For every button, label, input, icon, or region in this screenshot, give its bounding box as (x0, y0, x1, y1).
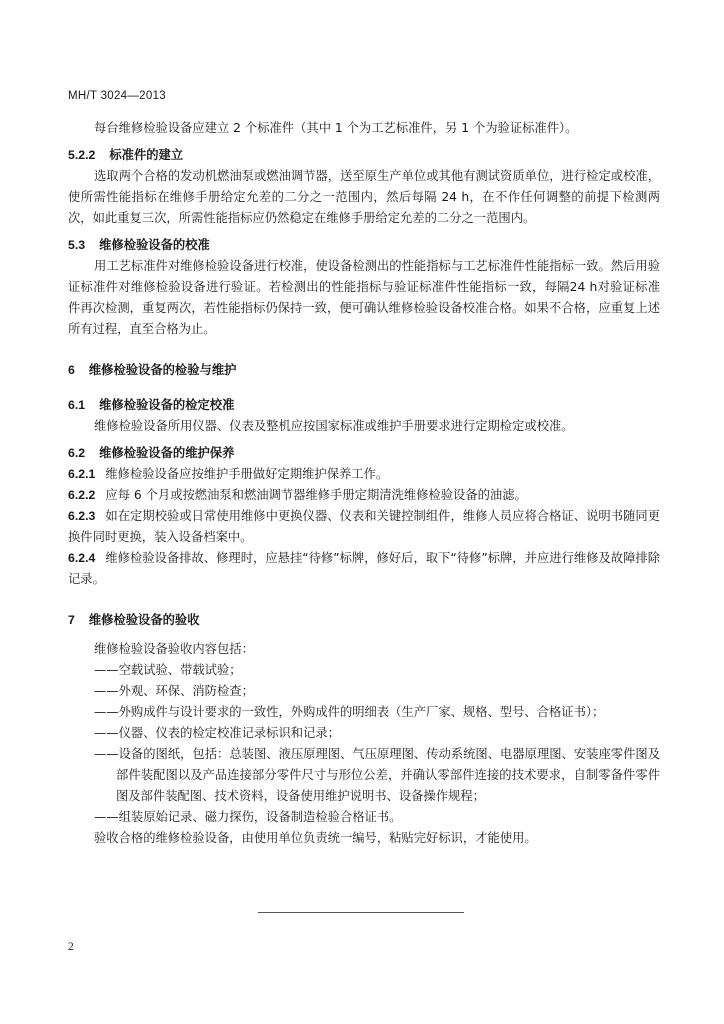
section-number: 6.2 (68, 446, 86, 460)
clause-text: 如在定期校验或日常使用维修中更换仪器、仪表和关键控制组件，维修人员应将合格证、说明书随同更换件同时更换，装入设备档案中。 (68, 509, 660, 544)
clause-6-2-4 (68, 548, 660, 590)
standard-code: MH/T 3024—2013 (68, 90, 166, 102)
clause-text: 维修检验设备排故、修理时，应悬挂“待修”标牌，修好后，取下“待修”标牌，并应进行维修及故障排除记录。 (68, 551, 660, 586)
clause-6-2-2 (68, 485, 660, 506)
section-number: 5.3 (68, 238, 86, 252)
section-title: 维修检验设备的检验与维护 (88, 363, 237, 377)
section-number: 5.2.2 (68, 148, 96, 162)
heading-5-2-2 (68, 145, 660, 166)
end-rule (258, 912, 464, 913)
section-title: 维修检验设备的维护保养 (99, 446, 235, 460)
section-number: 7 (68, 613, 75, 627)
section-title: 标准件的建立 (109, 148, 184, 162)
section-title: 维修检验设备的验收 (88, 613, 200, 627)
acceptance-closing: 验收合格的维修检验设备，由使用单位负责统一编号，粘贴完好标识，才能使用。 (94, 831, 537, 845)
clause-text: 维修检验设备应按维护手册做好定期维护保养工作。 (105, 467, 389, 481)
paragraph-5-3: 用工艺标准件对维修检验设备进行校准，使设备检测出的性能指标与工艺标准件性能指标一致。然后用验证标准件对维修检验设备进行验证。若检测出的性能指标与验证标准件性能指标一致，每隔24 h对验证标准件再次检测，重复两次，若性能指标仍保持一致，便可确认维修检验设备校准合格。如果不合格，应重复上述所有过程，直至合格为止。 (68, 259, 660, 336)
intro-paragraph: 每台维修检验设备应建立 2 个标准件（其中 1 个为工艺标准件，另 1 个为验证标准件）。 (94, 121, 578, 135)
list-item: ——设备的图纸，包括：总装图、液压原理图、气压原理图、传动系统图、电器原理图、安装座零件图及部件装配图以及产品连接部分零件尺寸与形位公差，并确认零部件连接的技术要求，自制零备件零件图及部件装配图、技术资料，设备使用维护说明书、设备操作规程； (94, 747, 660, 803)
clause-number: 6.2.2 (68, 488, 96, 502)
list-item: ——外观、环保、消防检查； (94, 684, 254, 698)
clause-6-2-3 (68, 506, 660, 548)
document-body (68, 118, 660, 849)
section-number: 6.1 (68, 398, 86, 412)
clause-6-2-1 (68, 464, 660, 485)
section-title: 维修检验设备的校准 (99, 238, 210, 252)
heading-7 (68, 610, 660, 631)
heading-5-3 (68, 235, 660, 256)
list-item: ——空载试验、带载试验； (94, 663, 242, 677)
heading-6-2 (68, 443, 660, 464)
page-number: 2 (68, 941, 74, 953)
paragraph-5-2-2: 选取两个合格的发动机燃油泵或燃油调节器，送至原生产单位或其他有测试资质单位，进行检定或校准，使所需性能指标在维修手册给定允差的二分之一范围内，然后每隔 24 h，在不作任何调整的前提下检测两次，如此重复三次，所需性能指标应仍然稳定在维修手册给定允差的二分之一范围内。 (68, 169, 660, 225)
section-title: 维修检验设备的检定校准 (99, 398, 235, 412)
clause-text: 应每 6 个月或按燃油泵和燃油调节器维修手册定期清洗维修检验设备的油滤。 (105, 488, 527, 502)
heading-6 (68, 360, 660, 381)
list-item: ——仪器、仪表的检定校准记录标识和记录； (94, 726, 340, 740)
heading-6-1 (68, 395, 660, 416)
clause-number: 6.2.4 (68, 551, 96, 565)
section-number: 6 (68, 363, 75, 377)
clause-number: 6.2.1 (68, 467, 96, 481)
list-item: ——外购成件与设计要求的一致性，外购成件的明细表（生产厂家、规格、型号、合格证书）； (94, 705, 605, 719)
acceptance-lead: 维修检验设备验收内容包括： (94, 642, 254, 656)
paragraph-6-1: 维修检验设备所用仪器、仪表及整机应按国家标准或维护手册要求进行定期检定或校准。 (94, 419, 574, 433)
clause-number: 6.2.3 (68, 509, 96, 523)
list-item: ——组装原始记录、磁力探伤，设备制造检验合格证书。 (94, 810, 402, 824)
